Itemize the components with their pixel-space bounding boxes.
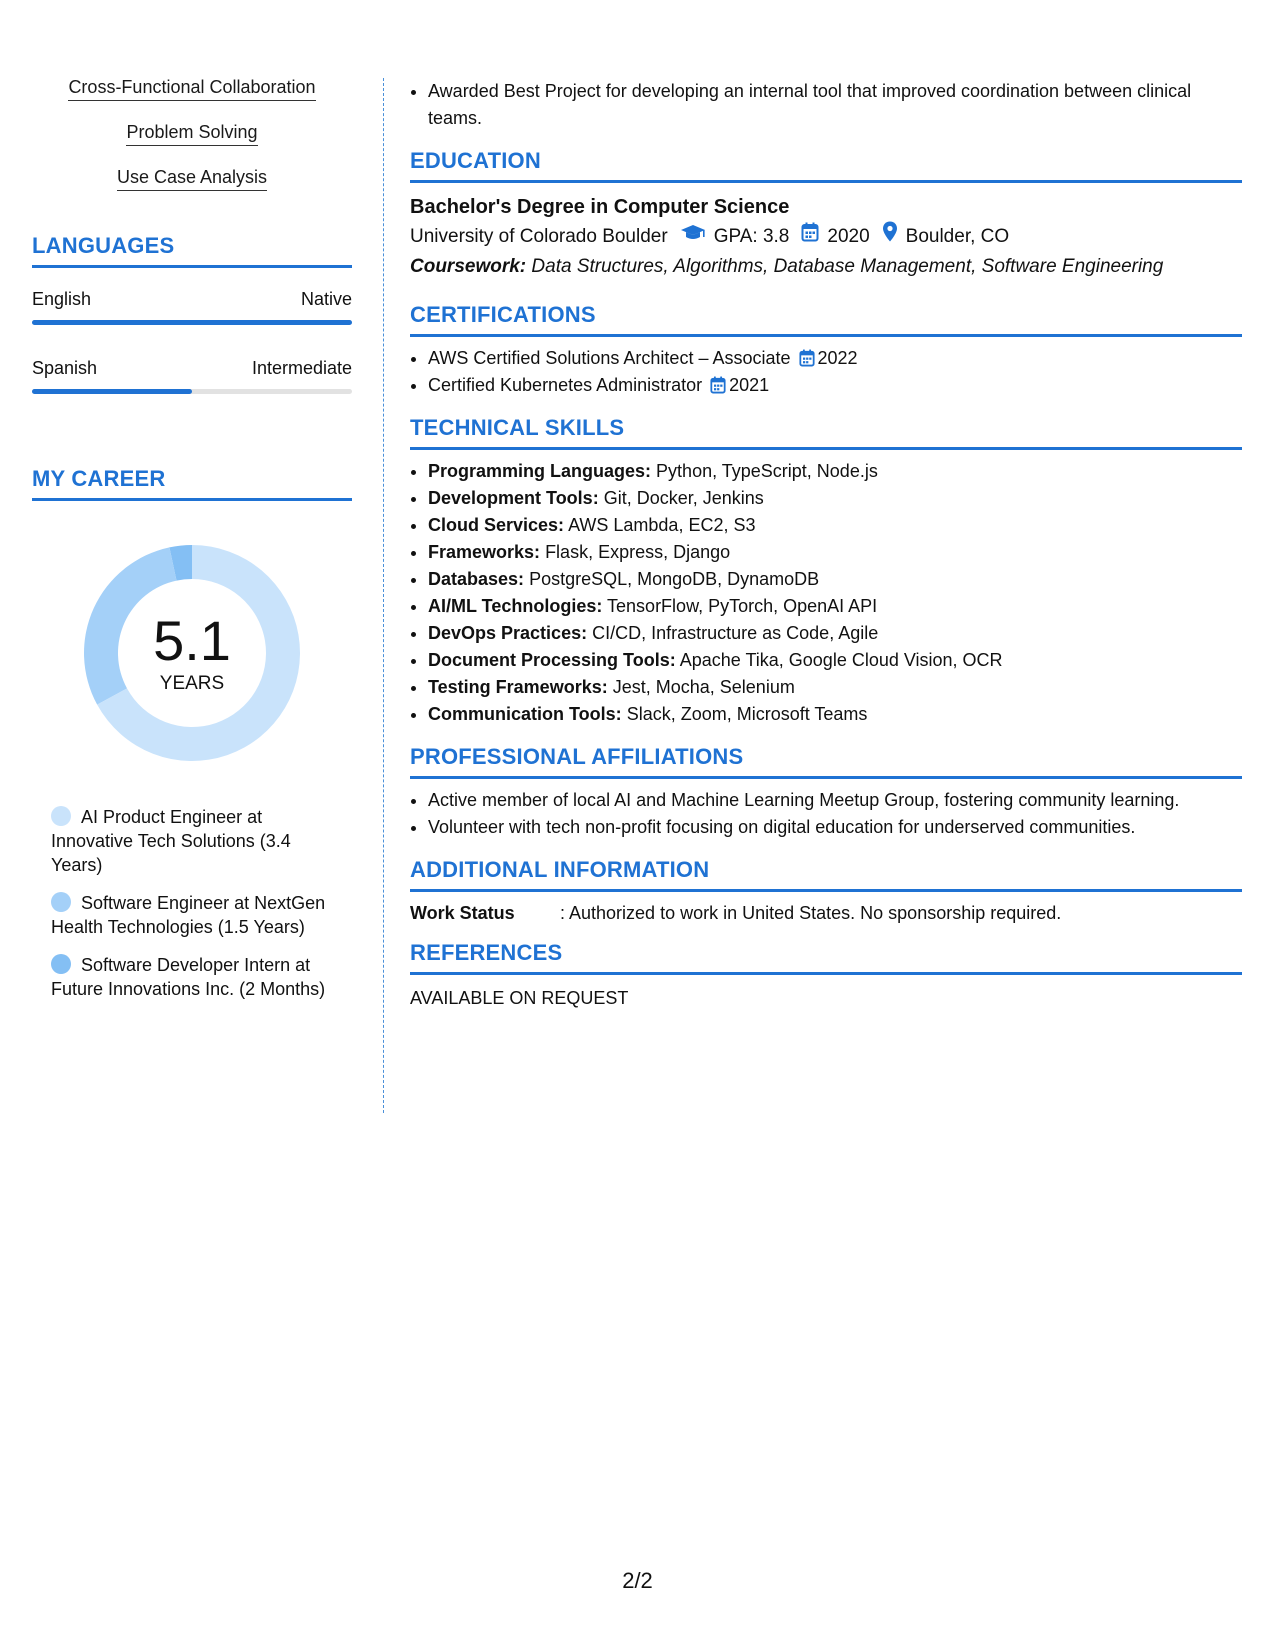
skill-tags: [32, 76, 352, 211]
tech-skill-label: Communication Tools:: [428, 704, 622, 724]
references-text: AVAILABLE ON REQUEST: [410, 988, 629, 1008]
school-location: Boulder, CO: [905, 225, 1010, 247]
calendar-icon: [799, 349, 815, 367]
certification-year: 2022: [817, 348, 858, 368]
language-level-bar: [32, 320, 352, 325]
career-total-years: 5.1: [153, 609, 231, 672]
tech-skill-label: AI/ML Technologies:: [428, 596, 603, 616]
tech-skill-label: Document Processing Tools:: [428, 650, 676, 670]
language-item: [32, 357, 352, 394]
language-name: English: [32, 289, 92, 309]
career-donut-chart: [32, 541, 352, 781]
tech-skill-label: Frameworks:: [428, 542, 541, 562]
language-level-bar: [32, 389, 352, 394]
career-legend: [32, 805, 341, 1001]
tech-skill-label: Databases:: [428, 569, 525, 589]
gpa: GPA: 3.8: [713, 225, 790, 247]
language-item: [32, 288, 352, 325]
tech-skill-value: Python, TypeScript, Node.js: [656, 461, 878, 481]
work-status-value: : Authorized to work in United States. No sponsorship required.: [560, 903, 1062, 923]
calendar-icon: [801, 222, 819, 252]
page-number: 2/2: [622, 1568, 653, 1593]
career-legend-item: [51, 891, 341, 939]
affiliations-list: [410, 787, 1242, 841]
certification-year: 2021: [729, 375, 770, 395]
main-content: [410, 78, 1242, 1011]
tech-skill-label: Cloud Services:: [428, 515, 565, 535]
tech-skill-item: [428, 485, 1242, 512]
language-name: Spanish: [32, 358, 98, 378]
language-level: Intermediate: [251, 358, 352, 378]
certifications-heading: CERTIFICATIONS: [410, 302, 1242, 337]
language-level-fill: [32, 389, 192, 394]
tech-skill-item: [428, 674, 1242, 701]
tech-skill-item: [428, 647, 1242, 674]
sidebar: [32, 76, 352, 1015]
affiliation-item: • Volunteer with tech non-profit focusing on digital education for underserved communities.: [428, 814, 1242, 841]
degree-title: Bachelor's Degree in Computer Science: [410, 196, 790, 218]
school-name: University of Colorado Boulder: [410, 225, 668, 247]
tech-skill-item: [428, 539, 1242, 566]
tech-skill-item: [428, 620, 1242, 647]
legend-dot-icon: [51, 892, 71, 912]
tech-skill-value: Git, Docker, Jenkins: [603, 488, 764, 508]
coursework-list: Data Structures, Algorithms, Database Management, Software Engineering: [531, 256, 1164, 277]
legend-dot-icon: [51, 806, 71, 826]
references-heading: REFERENCES: [410, 940, 1242, 975]
work-status-row: [410, 900, 1242, 926]
skill-tag: Use Case Analysis: [117, 166, 267, 191]
certification-name: AWS Certified Solutions Architect – Associate: [428, 348, 791, 368]
technical-skills-heading: TECHNICAL SKILLS: [410, 415, 1242, 450]
affiliations-heading: PROFESSIONAL AFFILIATIONS: [410, 744, 1242, 779]
tech-skill-value: CI/CD, Infrastructure as Code, Agile: [592, 623, 879, 643]
tech-skill-value: Apache Tika, Google Cloud Vision, OCR: [679, 650, 1003, 670]
experience-tail-list: [410, 78, 1242, 132]
tech-skill-item: [428, 458, 1242, 485]
coursework: [410, 252, 1242, 282]
experience-bullet: • Awarded Best Project for developing an internal tool that improved coordination between clinical teams.: [428, 78, 1242, 132]
tech-skill-item: [428, 593, 1242, 620]
graduation-cap-icon: [680, 222, 706, 252]
tech-skill-item: [428, 701, 1242, 728]
tech-skill-label: Development Tools:: [428, 488, 599, 508]
technical-skills-list: [410, 458, 1242, 728]
language-level-fill: [32, 320, 352, 325]
languages-heading: LANGUAGES: [32, 233, 352, 268]
tech-skill-item: [428, 566, 1242, 593]
skill-tag: Cross-Functional Collaboration: [68, 76, 315, 101]
tech-skill-value: Slack, Zoom, Microsoft Teams: [626, 704, 868, 724]
coursework-label: Coursework:: [410, 256, 527, 277]
work-status-label: Work Status: [410, 903, 515, 923]
calendar-icon: [710, 376, 726, 394]
skill-tag: Problem Solving: [126, 121, 257, 146]
tech-skill-label: Testing Frameworks:: [428, 677, 608, 697]
career-legend-text: Software Developer Intern at Future Innovations Inc. (2 Months): [51, 955, 326, 999]
tech-skill-value: AWS Lambda, EC2, S3: [568, 515, 756, 535]
graduation-year: 2020: [827, 225, 870, 247]
education-heading: EDUCATION: [410, 148, 1242, 183]
tech-skill-value: PostgreSQL, MongoDB, DynamoDB: [529, 569, 820, 589]
tech-skill-label: DevOps Practices:: [428, 623, 588, 643]
tech-skill-label: Programming Languages:: [428, 461, 652, 481]
career-legend-item: [51, 953, 341, 1001]
location-pin-icon: [882, 221, 898, 252]
affiliation-item: • Active member of local AI and Machine Learning Meetup Group, fostering community learning.: [428, 787, 1242, 814]
career-legend-item: [51, 805, 341, 877]
tech-skill-value: Flask, Express, Django: [545, 542, 731, 562]
column-divider: [383, 78, 384, 1113]
certification-item: [428, 345, 1242, 372]
career-legend-text: Software Engineer at NextGen Health Technologies (1.5 Years): [51, 893, 326, 937]
career-heading: MY CAREER: [32, 466, 352, 501]
certification-name: Certified Kubernetes Administrator: [428, 375, 703, 395]
additional-info-heading: ADDITIONAL INFORMATION: [410, 857, 1242, 892]
certifications-list: [410, 345, 1242, 399]
tech-skill-value: Jest, Mocha, Selenium: [612, 677, 795, 697]
education-meta: [410, 221, 1242, 252]
tech-skill-value: TensorFlow, PyTorch, OpenAI API: [607, 596, 878, 616]
career-total-unit: YEARS: [159, 673, 225, 694]
career-legend-text: AI Product Engineer at Innovative Tech Solutions (3.4 Years): [51, 807, 291, 875]
tech-skill-item: [428, 512, 1242, 539]
legend-dot-icon: [51, 954, 71, 974]
certification-item: [428, 372, 1242, 399]
language-level: Native: [300, 289, 352, 309]
